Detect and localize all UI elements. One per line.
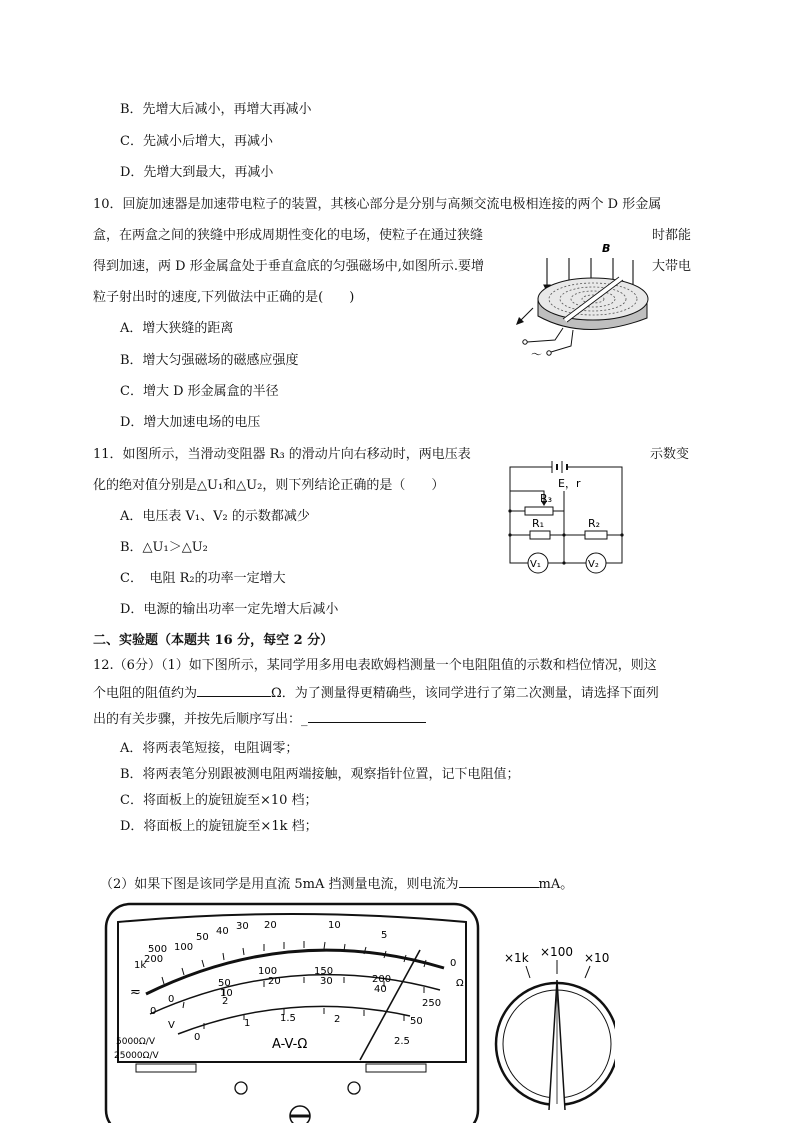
q12-stem-line3a: 出的有关步骤，并按先后顺序写出：_ bbox=[93, 712, 308, 727]
ohm-tick-10: 10 bbox=[328, 920, 341, 931]
dc-ac-symbol: ≂ bbox=[130, 985, 141, 1000]
dc-tick-250: 250 bbox=[422, 998, 442, 1009]
ac-extra-2: 2 bbox=[222, 996, 229, 1007]
ohm-tick-1k: 1k bbox=[134, 960, 147, 971]
q11-stem-line2: 化的绝对值分别是△U₁和△U₂，则下列结论正确的是（ ） bbox=[93, 478, 445, 493]
r3-label: R₃ bbox=[540, 492, 553, 505]
q11-option-d: D．电源的输出功率一定先增大后减小 bbox=[120, 602, 339, 617]
circuit-figure bbox=[500, 455, 635, 580]
q10-stem-line2a: 盒，在两盒之间的狭缝中形成周期性变化的电场，使粒子在通过狭缝 bbox=[93, 228, 484, 243]
r1-label: R₁ bbox=[532, 517, 545, 530]
q9-option-b: B．先增大后减小，再增大再减小 bbox=[120, 102, 312, 117]
q10-stem-line3b: 大带电 bbox=[652, 259, 692, 274]
q10-option-b: B．增大匀强磁场的磁感应强度 bbox=[120, 353, 299, 368]
v2-label: V₂ bbox=[588, 559, 599, 570]
q11-option-c: C． 电阻 R₂的功率一定增大 bbox=[120, 571, 286, 586]
v1-label: V₁ bbox=[530, 559, 541, 570]
q10-stem-line4: 粒子射出时的速度,下列做法中正确的是( ) bbox=[93, 290, 355, 305]
ohm-unit-label: Ω bbox=[456, 978, 464, 989]
q12-part2b: mA。 bbox=[538, 877, 574, 892]
ohm-tick-100: 100 bbox=[174, 942, 194, 953]
r2-label: R₂ bbox=[588, 517, 601, 530]
field-b-label: B bbox=[602, 242, 611, 255]
ohm-tick-30: 30 bbox=[236, 921, 249, 932]
ac-tick-1: 1 bbox=[244, 1018, 251, 1029]
q9-option-d: D．先增大到最大，再减小 bbox=[120, 165, 274, 180]
range-selector-dial bbox=[490, 944, 615, 1123]
q10-option-c: C．增大 D 形金属盒的半径 bbox=[120, 384, 279, 399]
q12-stem-line2 bbox=[93, 683, 659, 703]
ohm-tick-0: 0 bbox=[450, 958, 457, 969]
battery-label: E，r bbox=[558, 477, 581, 490]
sensitivity-5000: 5000Ω/V bbox=[116, 1037, 155, 1047]
sensitivity-25000: 25000Ω/V bbox=[114, 1051, 159, 1061]
dial-x100-label: ×100 bbox=[540, 945, 573, 959]
section-title: 二、实验题（本题共 16 分，每空 2 分） bbox=[93, 633, 334, 648]
ac-tick-1-5: 1.5 bbox=[280, 1013, 296, 1024]
ohm-tick-40: 40 bbox=[216, 926, 229, 937]
dc-tick-150: 150 bbox=[314, 966, 334, 977]
ohm-tick-200: 200 bbox=[144, 954, 164, 965]
ac-tick-2: 2 bbox=[334, 1014, 341, 1025]
ac-tick-0: 0 bbox=[194, 1032, 201, 1043]
ohm-tick-20: 20 bbox=[264, 920, 277, 931]
dc-tick-0: 0 bbox=[168, 994, 175, 1005]
dc2-tick-10: 10 bbox=[220, 988, 233, 999]
q12-option-c: C．将面板上的旋钮旋至×10 档； bbox=[120, 793, 318, 808]
multimeter-face bbox=[104, 902, 480, 1123]
q12-part2a: （2）如果下图是该同学是用直流 5mA 挡测量电流，则电流为 bbox=[100, 877, 459, 892]
dc2-tick-30: 30 bbox=[320, 976, 333, 987]
q12-stem-line1: 12.（6分）（1）如下图所示，某同学用多用电表欧姆档测量一个电阻阻值的示数和档位情况，则这 bbox=[93, 658, 657, 673]
dc-tick-100: 100 bbox=[258, 966, 278, 977]
current-answer-blank[interactable] bbox=[459, 874, 539, 888]
q12-part2 bbox=[100, 874, 573, 894]
avo-label: A-V-Ω bbox=[272, 1037, 308, 1052]
q11-option-b: B．△U₁＞△U₂ bbox=[120, 540, 208, 555]
q10-stem-line3a: 得到加速，两 D 形金属盒处于垂直盒底的匀强磁场中,如图所示.要增 bbox=[93, 259, 484, 274]
screw-left-icon bbox=[235, 1082, 247, 1094]
ohm-tick-50: 50 bbox=[196, 932, 209, 943]
volt-unit-label: V bbox=[168, 1020, 175, 1031]
ac-source-symbol: ～ bbox=[531, 348, 542, 361]
q12-stem-line2a: 个电阻的阻值约为 bbox=[93, 686, 198, 701]
ohm-tick-500: 500 bbox=[148, 944, 168, 955]
q9-option-c: C．先减小后增大，再减小 bbox=[120, 134, 273, 149]
q12-option-b: B．将两表笔分别跟被测电阻两端接触，观察指针位置，记下电阻值； bbox=[120, 767, 520, 782]
ohm-tick-5: 5 bbox=[381, 930, 388, 941]
q11-stem-line1a: 11．如图所示，当滑动变阻器 R₃ 的滑动片向右移动时，两电压表 bbox=[93, 447, 471, 462]
steps-answer-blank[interactable] bbox=[308, 709, 426, 723]
resistance-answer-blank[interactable] bbox=[197, 683, 271, 697]
dc-tick-50: 50 bbox=[218, 978, 231, 989]
dc2-tick-50: 50 bbox=[410, 1016, 423, 1027]
dc-tick-200: 200 bbox=[372, 974, 392, 985]
q12-stem-line2b: Ω．为了测量得更精确些，该同学进行了第二次测量，请选择下面列 bbox=[271, 686, 659, 701]
q12-option-a: A．将两表笔短接，电阻调零； bbox=[120, 741, 299, 756]
q10-option-a: A．增大狭缝的距离 bbox=[120, 321, 234, 336]
q10-option-d: D．增大加速电场的电压 bbox=[120, 415, 261, 430]
q10-stem-line1: 10．回旋加速器是加速带电粒子的装置，其核心部分是分别与高频交流电极相连接的两个 D 形金属 bbox=[93, 197, 662, 212]
q12-stem-line3 bbox=[93, 709, 426, 729]
cyclotron-figure bbox=[505, 238, 655, 363]
ac-tick-2-5: 2.5 bbox=[394, 1036, 410, 1047]
screw-right-icon bbox=[348, 1082, 360, 1094]
dc2-tick-40: 40 bbox=[374, 984, 387, 995]
q11-option-a: A．电压表 V₁、V₂ 的示数都减少 bbox=[120, 509, 310, 524]
dc2-tick-20: 20 bbox=[268, 976, 281, 987]
q12-option-d: D．将面板上的旋钮旋至×1k 档； bbox=[120, 819, 318, 834]
dial-x10-label: ×10 bbox=[584, 951, 610, 965]
q11-stem-line1b: 示数变 bbox=[650, 447, 690, 462]
q10-stem-line2b: 时都能 bbox=[652, 228, 692, 243]
dc2-tick-0: 0 bbox=[150, 1006, 157, 1017]
dial-x1k-label: ×1k bbox=[504, 951, 529, 965]
